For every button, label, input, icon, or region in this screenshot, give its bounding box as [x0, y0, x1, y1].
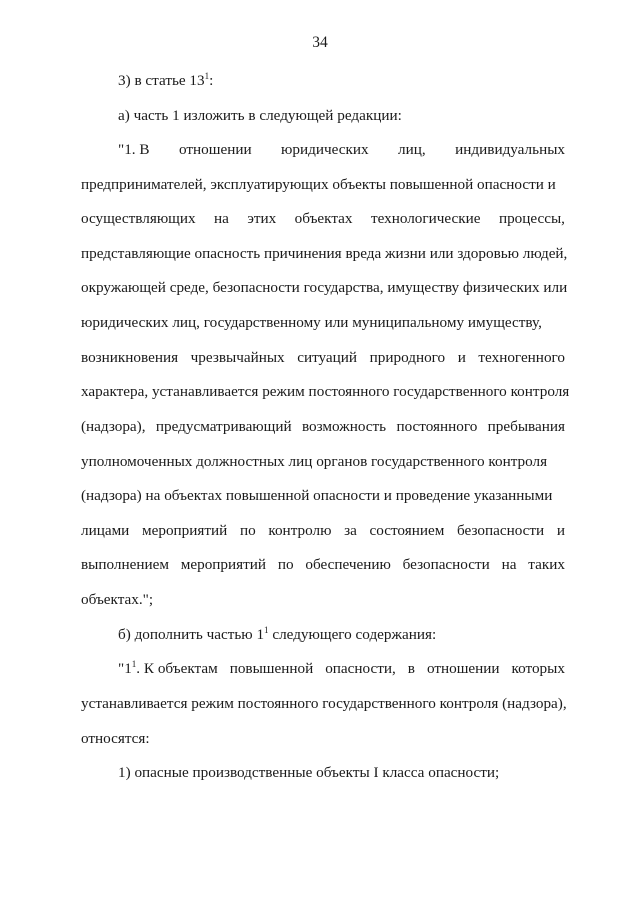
subitem-1: 1) опасные производственные объекты I класса опасности;	[118, 764, 500, 781]
para1-line-1: "1. В отношении юридических лиц, индивидуальных	[118, 141, 565, 158]
para1-line-14: объектах.";	[81, 591, 154, 608]
para1-line-3: осуществляющих на этих объектах технологические процессы,	[81, 210, 565, 227]
para1-line-12: лицами мероприятий по контролю за состоянием безопасности и	[81, 522, 565, 539]
para1-line-11: (надзора) на объектах повышенной опасности и проведение указанными	[81, 487, 553, 504]
page-number: 34	[312, 34, 328, 51]
para1-line-2: предпринимателей, эксплуатирующих объекты повышенной опасности и	[81, 176, 556, 193]
para1-line-10: уполномоченных должностных лиц органов государственного контроля	[81, 453, 548, 470]
para1-line-4: представляющие опасность причинения вреда жизни или здоровью людей,	[81, 245, 568, 262]
para2-line-3: относятся:	[81, 730, 150, 747]
para1-line-13: выполнением мероприятий по обеспечению безопасности на таких	[81, 556, 565, 573]
para1-line-7: возникновения чрезвычайных ситуаций природного и техногенного	[81, 349, 565, 366]
para2-line-1: "$1^1$. К объектам повышенной опасности, в отношении которых	[118, 659, 565, 677]
para1-line-5: окружающей среде, безопасности государства, имуществу физических или	[81, 279, 568, 296]
para1-line-9: (надзора), предусматривающий возможность постоянного пребывания	[81, 418, 565, 435]
para1-line-6: юридических лиц, государственному или муниципальному имуществу,	[81, 314, 542, 331]
item-b: б) дополнить частью $1^1$ следующего содержания:	[118, 625, 437, 643]
para1-line-8: характера, устанавливается режим постоянного государственного контроля	[81, 383, 570, 400]
item-a: а) часть 1 изложить в следующей редакции:	[118, 107, 402, 124]
item-3-heading: 3) в статье $13^1$:	[118, 71, 214, 89]
para2-line-2: устанавливается режим постоянного государственного контроля (надзора),	[81, 695, 567, 712]
